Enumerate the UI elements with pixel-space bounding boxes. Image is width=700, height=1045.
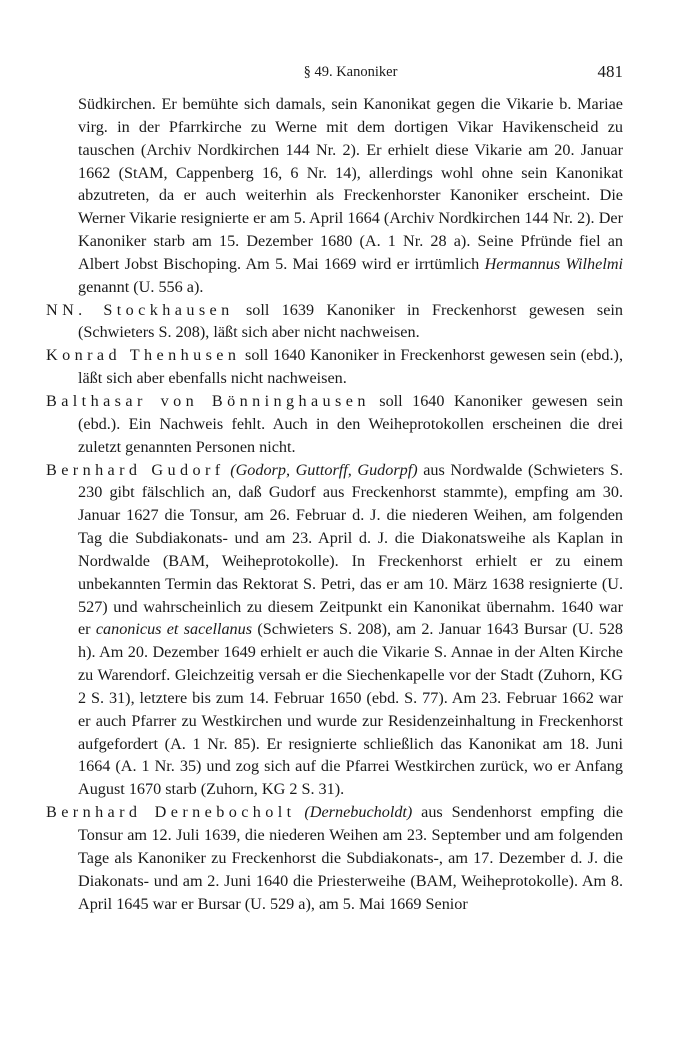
page-header [78,62,623,86]
page-number: 481 [597,62,623,81]
entry-text-end: (Schwieters S. 208), am 2. Januar 1643 Bursar (U. 528 h). Am 20. Dezember 1649 erhielt er auch die Vikarie S. Annae in der Alten Kirche zu Warendorf. Gleichzeitig versah er die Siechenkapelle vor der Stadt (Zuhorn, KG 2 S. 31), letztere bis zum 14. Februar 1650 (ebd. S. 77). Am 23. Februar 1662 war er auch Pfarrer zu Westkirchen und wurde zur Residenzeinhaltung in Freckenhorst aufgefordert (A. 1 Nr. 85). Er resignierte schließlich das Kanonikat am 18. Juni 1664 (A. 1 Nr. 35) und zog sich auf die Pfarrei Westkirchen zurück, wo er Anfang August 1670 starb (Zuhorn, KG 2 S. 31). [78,620,624,799]
entry-text-italic: Hermannus Wilhelmi [484,254,624,273]
body-text [46,93,623,915]
entry-name: NN. Stockhausen [46,300,234,319]
entry-name: Balthasar von Bönninghausen [46,391,370,410]
running-head: § 49. Kanoniker [303,64,398,80]
entry-text: Südkirchen. Er bemühte sich damals, sein Kanonikat gegen die Vikarie b. Mariae virg. in der Pfarrkirche zu Werne mit dem dortigen Vikar Havikenscheid zu tauschen (Archiv Nordkirchen 144 Nr. 2). Er erhielt diese Vikarie am 20. Januar 1662 (StAM, Cappenberg 16, 6 Nr. 14), allerdings wohl ohne sein Kanonikat abzutreten, da er auch weiterhin als Freckenhorster Kanoniker erscheint. Die Werner Vikarie resignierte er am 5. April 1664 (Archiv Nordkirchen 144 Nr. 2). Der Kanoniker starb am 15. Dezember 1680 (A. 1 Nr. 28 a). Seine Pfründe fiel an Albert Jobst Bischoping. Am 5. Mai 1669 wird er irrtümlich [78,95,623,273]
entry-name-variants: (Dernebucholdt) [304,803,413,822]
entry-text: soll 1640 Kanoniker in Freckenhorst gewesen sein (ebd.), läßt sich aber ebenfalls nicht nachweisen. [78,346,623,388]
entry-stockhausen [46,299,623,345]
entry-name: Konrad Thenhusen [46,346,241,365]
entry-name-variants: (Godorp, Guttorff, Gudorpf) [230,460,418,479]
entry-text: aus Sendenhorst empfing die Tonsur am 12. Juli 1639, die niederen Weihen am 23. September und am folgenden Tage als Kanoniker zu Freckenhorst die Subdiakonats-, am 17. Dezember d. J. die Diakonats- und am 2. Juni 1640 die Priesterweihe (BAM, Weiheprotokolle). Am 8. April 1645 war er Bursar (U. 529 a), am 5. Mai 1669 Senior [78,803,624,913]
entry-gudorf [46,459,623,802]
entry-boenninghausen [46,390,623,459]
entry-continuation [46,93,623,299]
entry-text: aus Nordwalde (Schwieters S. 230 gibt fälschlich an, daß Gudorf aus Freckenhorst stammte), empfing am 30. Januar 1627 die Tonsur, am 26. Februar d. J. die niederen Weihen, am folgenden Tag die Subdiakonats- und am 23. April d. J. die Diakonatsweihe als Kaplan in Nordwalde (BAM, Weiheprotokolle). In Freckenhorst erhielt er zu einem unbekannten Termin das Rektorat S. Petri, das er am 10. März 1638 resignierte (U. 527) und wahrscheinlich zu diesem Zeitpunkt ein Kanonikat übernahm. 1640 war er [78,460,624,639]
entry-name: Bernhard Gudorf [46,460,225,479]
entry-thenhusen [46,344,623,390]
entry-text: soll 1640 Kanoniker gewesen sein (ebd.). Ein Nachweis fehlt. Auch in den Weiheprotokollen erscheinen die drei zuletzt genannten Personen nicht. [78,391,623,456]
entry-text-italic: canonicus et sacellanus [95,620,253,639]
entry-dernebocholt [46,801,623,915]
entry-text-end: genannt (U. 556 a). [78,277,204,296]
entry-text: soll 1639 Kanoniker in Freckenhorst gewesen sein (Schwieters S. 208), läßt sich aber nicht nachweisen. [78,300,623,342]
entry-name: Bernhard Dernebocholt [46,803,296,822]
